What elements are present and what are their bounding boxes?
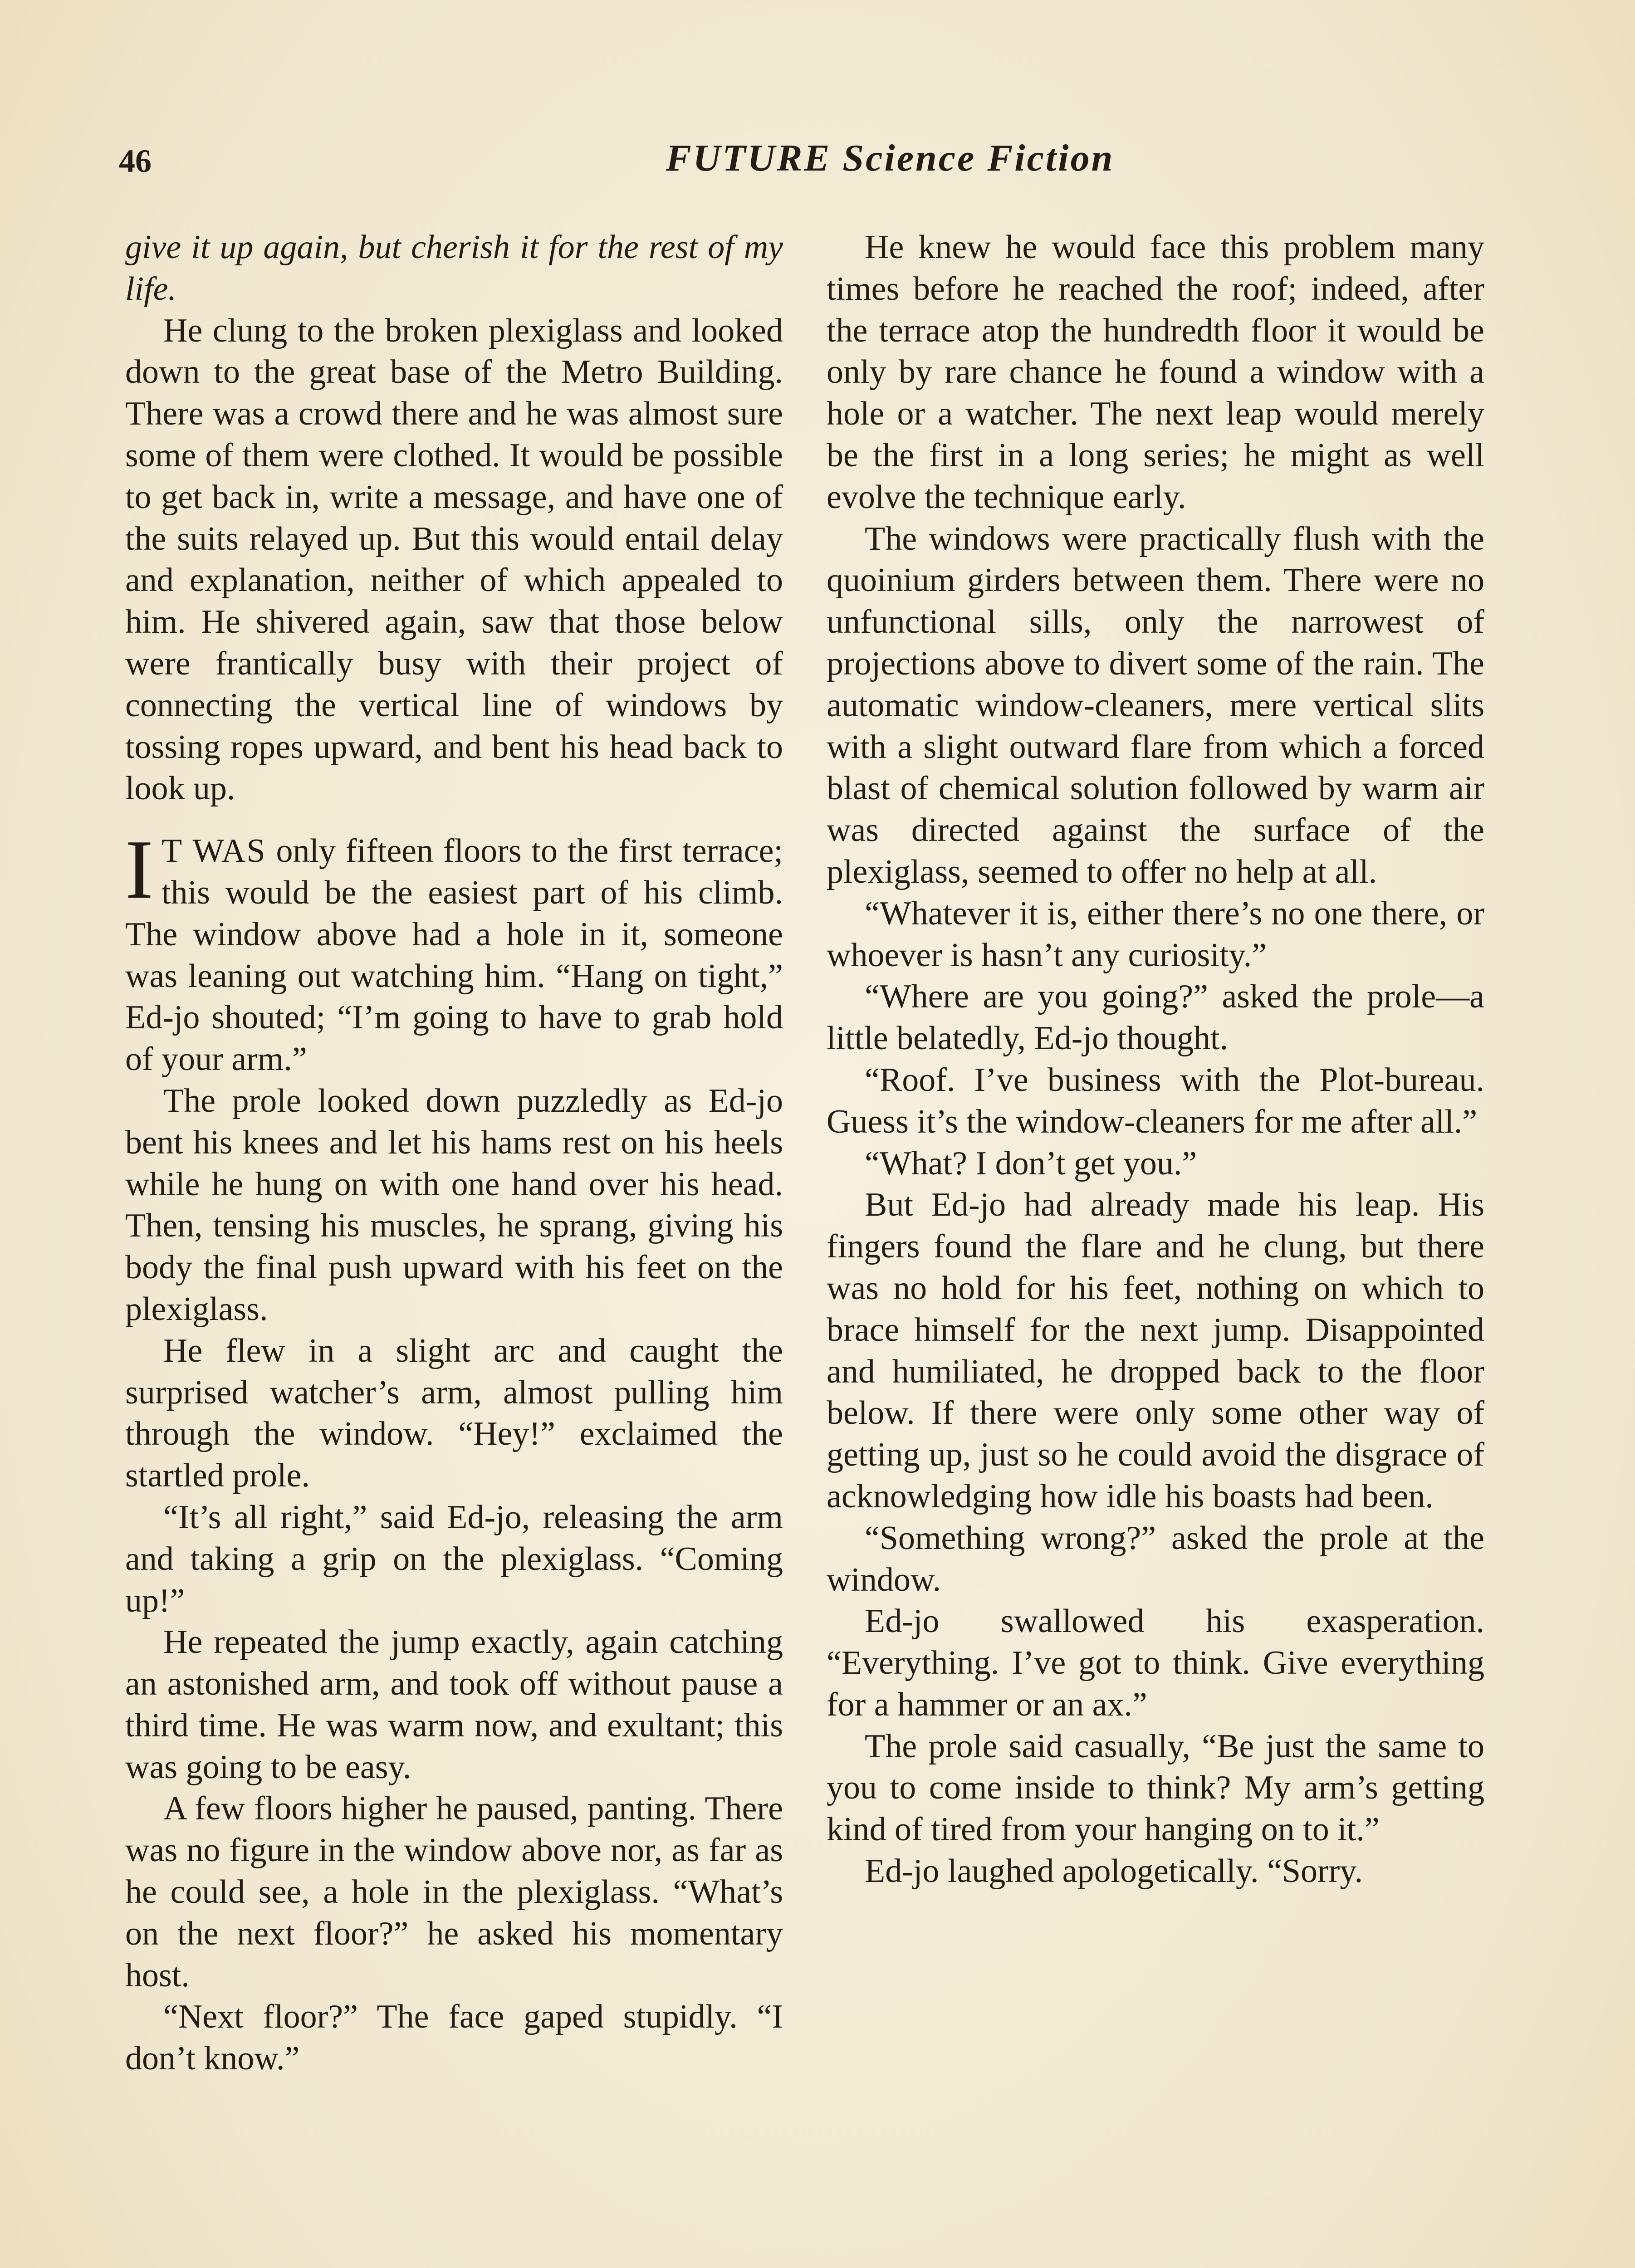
paragraph: “Something wrong?” asked the prole at the window. (827, 1519, 1484, 1598)
paragraph: Ed-jo swallowed his exasperation. “Everything. I’ve got to think. Give everything for a hammer or an ax.” (827, 1603, 1484, 1723)
paragraph: “Next floor?” The face gaped stupidly. “I don’t know.” (125, 1998, 783, 2077)
paragraph: The prole looked down puzzledly as Ed-jo bent his knees and let his hams rest on his heels while he hung on with one hand over his head. Then, tensing his muscles, he sprang, giving his body the final push upward with his feet on the plexiglass. (125, 1082, 783, 1328)
paragraph: “Where are you going?” asked the prole—a little belatedly, Ed-jo thought. (827, 978, 1484, 1057)
drop-cap: I (125, 823, 153, 917)
page-number: 46 (119, 143, 152, 179)
paragraph: “Roof. I’ve business with the Plot-bureau. Guess it’s the window-cleaners for me after all.” (827, 1061, 1484, 1140)
paragraph: “Whatever it is, either there’s no one there, or whoever is hasn’t any curiosity.” (827, 894, 1484, 974)
left-column (125, 227, 783, 2268)
paragraph-text: only fifteen floors to the first terrace; this would be the easiest part of his climb. The window above had a hole in it, someone was leaning out watching him. “Hang on tight,” Ed-jo shouted; “I’m going to have to grab hold of your arm.” (125, 832, 783, 1078)
paragraph: The windows were practically flush with the quoinium girders between them. There were no unfunctional sills, only the narrowest of projections above to divert some of the rain. The automatic window-cleaners, mere vertical slits with a slight outward flare from which a forced blast of chemical solution followed by warm air was directed against the surface of the plexiglass, seemed to offer no help at all. (827, 520, 1484, 890)
paragraph: A few floors higher he paused, panting. There was no figure in the window above nor, as far as he could see, a hole in the plexiglass. “What’s on the next floor?” he asked his momentary host. (125, 1790, 783, 1994)
paragraph: Ed-jo laughed apologetically. “Sorry. (865, 1853, 1363, 1890)
paragraph: But Ed-jo had already made his leap. His fingers found the flare and he clung, but there was no hold for his feet, nothing on which to brace himself for the next jump. Disappointed and humiliated, he dropped back to the floor below. If there were only some other way of getting up, just so he could avoid the disgrace of acknowledging how idle his boasts had been. (827, 1186, 1484, 1515)
paragraph: “What? I don’t get you.” (865, 1144, 1197, 1182)
paragraph: He flew in a slight arc and caught the surprised watcher’s arm, almost pulling him through the window. “Hey!” exclaimed the startled prole. (125, 1332, 783, 1495)
page-header (119, 136, 1516, 191)
paragraph: The prole said casually, “Be just the same to you to come inside to think? My arm’s getting kind of tired from your hanging on to it.” (827, 1727, 1484, 1848)
running-title: FUTURE Science Fiction (666, 137, 1115, 179)
lead-in: T WAS (161, 832, 266, 870)
right-column (827, 227, 1484, 2268)
section-opening-paragraph (125, 823, 783, 1080)
paragraph: He repeated the jump exactly, again catching an astonished arm, and took off without pause a third time. He was warm now, and exultant; this was going to be easy. (125, 1623, 783, 1786)
paragraph: He clung to the broken plexiglass and looked down to the great base of the Metro Building. There was a crowd there and he was almost sure some of them were clothed. It would be possible to get back in, write a message, and have one of the suits relayed up. But this would entail delay and explanation, neither of which appealed to him. He shivered again, saw that those below were frantically busy with their project of connecting the vertical line of windows by tossing ropes upward, and bent his head back to look up. (125, 312, 783, 807)
paragraph: “It’s all right,” said Ed-jo, releasing the arm and taking a grip on the plexiglass. “Coming up!” (125, 1498, 783, 1619)
paragraph: He knew he would face this problem many times before he reached the roof; indeed, after the terrace atop the hundredth floor it would be only by rare chance he found a window with a hole or a watcher. The next leap would merely be the first in a long series; he might as well evolve the technique early. (827, 229, 1484, 516)
paragraph: give it up again, but cherish it for the rest of my life. (125, 229, 783, 308)
